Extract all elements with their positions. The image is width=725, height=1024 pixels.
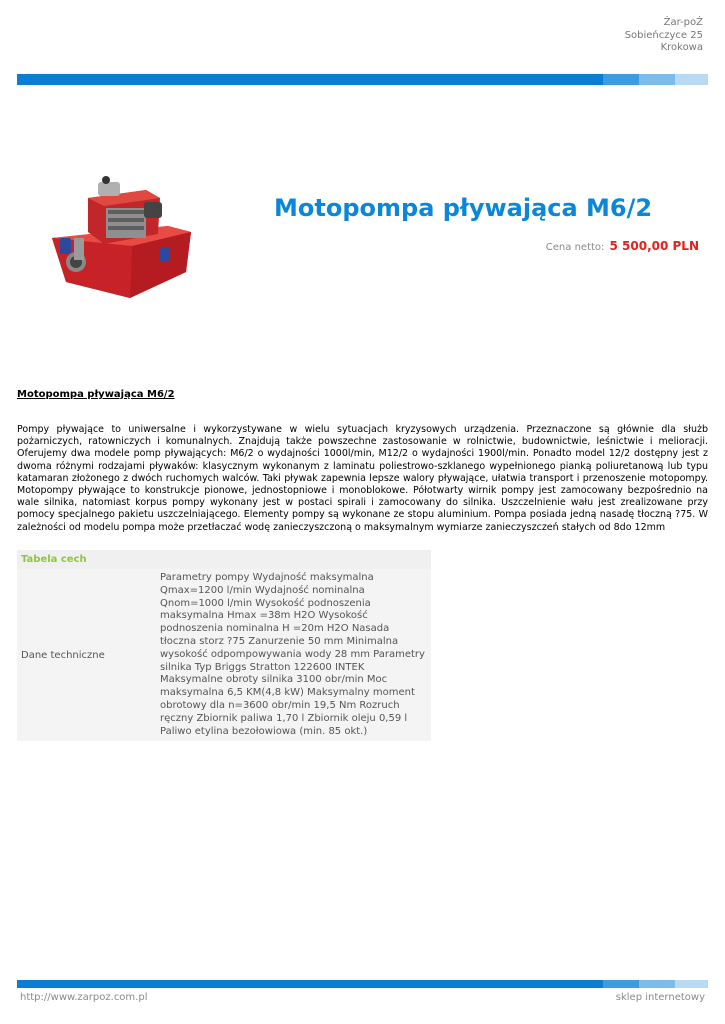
feature-label: Dane techniczne (17, 569, 152, 741)
table-row (17, 569, 431, 741)
product-title: Motopompa pływająca M6/2 (274, 194, 653, 222)
header-divider-bar (17, 74, 708, 85)
description-heading: Motopompa pływająca M6/2 (17, 389, 175, 400)
features-header-label: Tabela cech (17, 550, 431, 569)
company-city: Krokowa (660, 42, 703, 53)
feature-value: Parametry pompy Wydajność maksymalna Qmax=1200 l/min Wydajność nominalna Qnom=1000 l/min Wysokość podnoszenia maksymalna Hmax =38m H2O Wysokość podnoszenia nominalna H =20m H2O Nasada tłoczna storz ?75 Zanurzenie 50 mm Minimalna wysokość odpompowywania wody 28 mm Parametry silnika Typ Briggs Stratton 122600 INTEK Maksymalne obroty silnika 3100 obr/min Moc maksymalna 6,5 KM(4,8 kW) Maksymalny moment obrotowy dla n=3600 obr/min 19,5 Nm Rozruch ręczny Zbiornik paliwa 1,70 l Zbiornik oleju 0,59 l Paliwo etylina bezołowiowa (min. 85 okt.) (152, 569, 431, 741)
price-row (546, 235, 699, 254)
price-label: Cena netto: (545, 242, 605, 253)
company-street: Sobieńczyce 25 (624, 29, 703, 41)
features-table (17, 550, 431, 741)
product-image (48, 176, 194, 302)
features-table-header (17, 550, 431, 569)
footer-divider-bar (17, 980, 708, 988)
red-floating-motor-pump-icon (48, 176, 194, 302)
description-text: Pompy pływające to uniwersalne i wykorzystywane w wielu sytuacjach kryzysowych urządzenia. Przeznaczone są głównie dla służb pożarniczych, ratowniczych i komunalnych. Znajdują także powszechne zastosowanie w rolnictwie, budownictwie, leśnictwie i melioracji. Oferujemy dwa modele pomp pływających: M6/2 o wydajności 1000l/min, M12/2 o wydajności 1900l/min. Ponadto model 12/2 dostępny jest z dwoma różnymi rodzajami pływaków: klasycznym wykonanym z laminatu poliestrowo-szklanego wypełnionego pianką poliuretanową lub typu katamaran złożonego z dwóch ruchomych walców. Taki pływak zapewnia lepsze walory pływające, ułatwia transport i przenoszenie motopompy. Motopompy pływające to konstrukcje pionowe, jednostopniowe i monoblokowe. Półotwarty wirnik pompy jest zamocowany bezpośrednio na wale silnika, natomiast korpus pompy wykonany jest w postaci spirali i zamocowany do silnika. Uszczelnienie wału jest zrealizowane przy pomocy specjalnego pakietu uszczelniającego. Elementy pompy są wykonane ze stopu aluminium. Pompa posiada jedną nasadę tłoczną ?75. W zależności od modelu pompa może przetłaczać wodę zanieczyszczoną o maksymalnym wymiarze zanieczyszczeń stałych od 8do 12mm (17, 424, 708, 533)
price-value: 5 500,00 PLN (609, 239, 699, 253)
footer-shop-label: sklep internetowy (615, 992, 705, 1003)
company-name: Żar-poŻ (663, 17, 703, 28)
company-address (625, 17, 703, 55)
footer-url-link[interactable]: http://www.zarpoz.com.pl (20, 992, 148, 1003)
